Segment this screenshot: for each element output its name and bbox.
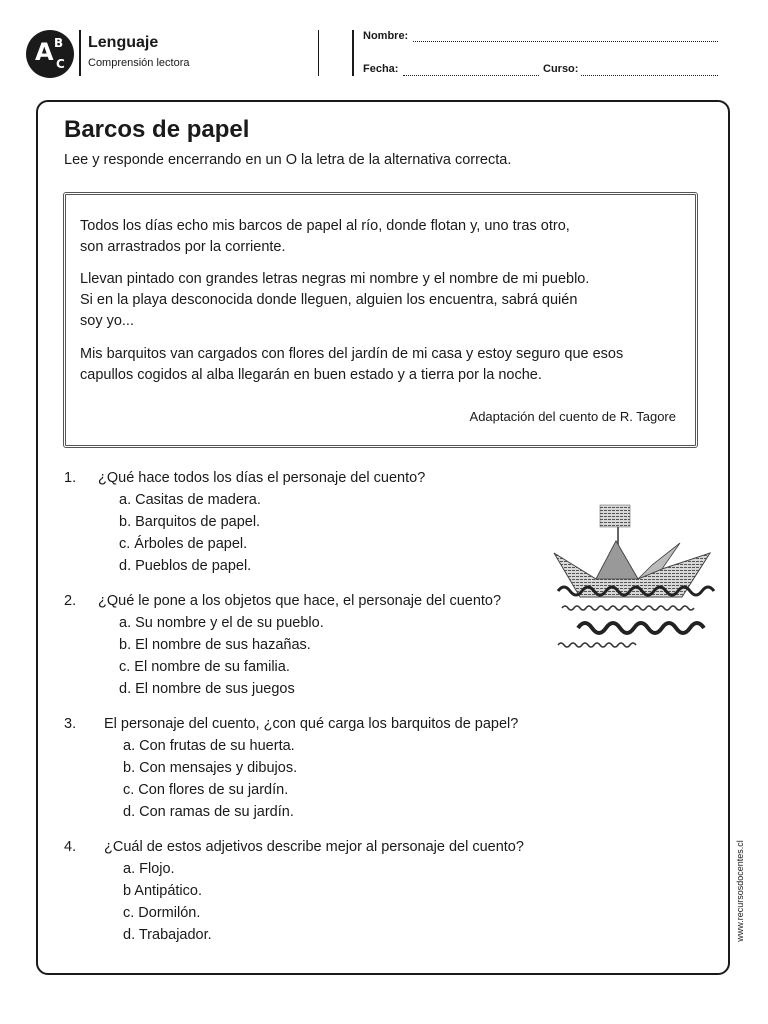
question-2-option-a[interactable]: a. Su nombre y el de su pueblo. — [119, 615, 324, 631]
story-line: Si en la playa desconocida donde lleguen, alguien los encuentra, sabrá quién — [80, 292, 578, 308]
story-paragraph-1 — [80, 216, 680, 258]
question-2-option-b[interactable]: b. El nombre de sus hazañas. — [119, 637, 311, 653]
story-line: Todos los días echo mis barcos de papel al río, donde flotan y, uno tras otro, — [80, 218, 570, 234]
date-label: Fecha: — [363, 63, 399, 75]
header-divider — [318, 30, 319, 76]
question-3-text: El personaje del cuento, ¿con qué carga los barquitos de papel? — [104, 716, 519, 732]
question-1-text: ¿Qué hace todos los días el personaje del cuento? — [98, 470, 426, 486]
question-2-number: 2. — [64, 593, 77, 609]
question-4-text: ¿Cuál de estos adjetivos describe mejor al personaje del cuento? — [104, 839, 524, 855]
question-1-option-d[interactable]: d. Pueblos de papel. — [119, 558, 252, 574]
story-paragraph-2 — [80, 269, 680, 332]
worksheet-header — [0, 0, 768, 95]
watermark-text: www.recursosdocentes.cl — [735, 840, 745, 942]
logo-letter-c: C — [56, 57, 65, 71]
story-paragraph-3 — [80, 344, 680, 386]
question-3-option-c[interactable]: c. Con flores de su jardín. — [123, 782, 289, 798]
question-3-option-d[interactable]: d. Con ramas de su jardín. — [123, 804, 294, 820]
question-4-option-d[interactable]: d. Trabajador. — [123, 927, 212, 943]
question-3-option-b[interactable]: b. Con mensajes y dibujos. — [123, 760, 298, 776]
page-title: Barcos de papel — [64, 116, 250, 143]
question-4-option-a[interactable]: a. Flojo. — [123, 861, 175, 877]
course-field[interactable] — [581, 74, 718, 76]
story-line: Mis barquitos van cargados con flores del jardín de mi casa y estoy seguro que esos — [80, 346, 624, 362]
question-1-option-a[interactable]: a. Casitas de madera. — [119, 492, 261, 508]
logo-letter-a: A — [35, 38, 54, 66]
story-source: Adaptación del cuento de R. Tagore — [469, 409, 676, 424]
question-1-number: 1. — [64, 470, 77, 486]
question-1-option-c[interactable]: c. Árboles de papel. — [119, 536, 248, 552]
header-divider — [352, 30, 354, 76]
date-field[interactable] — [403, 74, 539, 76]
subject-title: Lenguaje — [88, 34, 159, 51]
name-field[interactable] — [413, 40, 718, 42]
story-line: Llevan pintado con grandes letras negras mi nombre y el nombre de mi pueblo. — [80, 271, 590, 287]
paper-boat-illustration — [552, 495, 722, 655]
instructions: Lee y responde encerrando en un O la letra de la alternativa correcta. — [64, 152, 512, 168]
abc-logo — [26, 30, 74, 78]
name-label: Nombre: — [363, 30, 409, 42]
question-3-number: 3. — [64, 716, 77, 732]
question-2-text: ¿Qué le pone a los objetos que hace, el personaje del cuento? — [98, 593, 502, 609]
subject-subtitle: Comprensión lectora — [88, 57, 190, 69]
question-3-option-a[interactable]: a. Con frutas de su huerta. — [123, 738, 295, 754]
question-4-option-b[interactable]: b Antipático. — [123, 883, 202, 899]
story-line: capullos cogidos al alba llegarán en buen estado y a tierra por la noche. — [80, 367, 542, 383]
watermark — [734, 830, 746, 955]
question-4-number: 4. — [64, 839, 77, 855]
question-4-option-c[interactable]: c. Dormilón. — [123, 905, 201, 921]
story-line: son arrastrados por la corriente. — [80, 239, 286, 255]
header-divider — [79, 30, 81, 76]
question-2-option-d[interactable]: d. El nombre de sus juegos — [119, 681, 295, 697]
question-1-option-b[interactable]: b. Barquitos de papel. — [119, 514, 261, 530]
question-2-option-c[interactable]: c. El nombre de su familia. — [119, 659, 290, 675]
story-line: soy yo... — [80, 313, 134, 329]
logo-letter-b: B — [54, 36, 64, 50]
course-label: Curso: — [543, 63, 579, 75]
